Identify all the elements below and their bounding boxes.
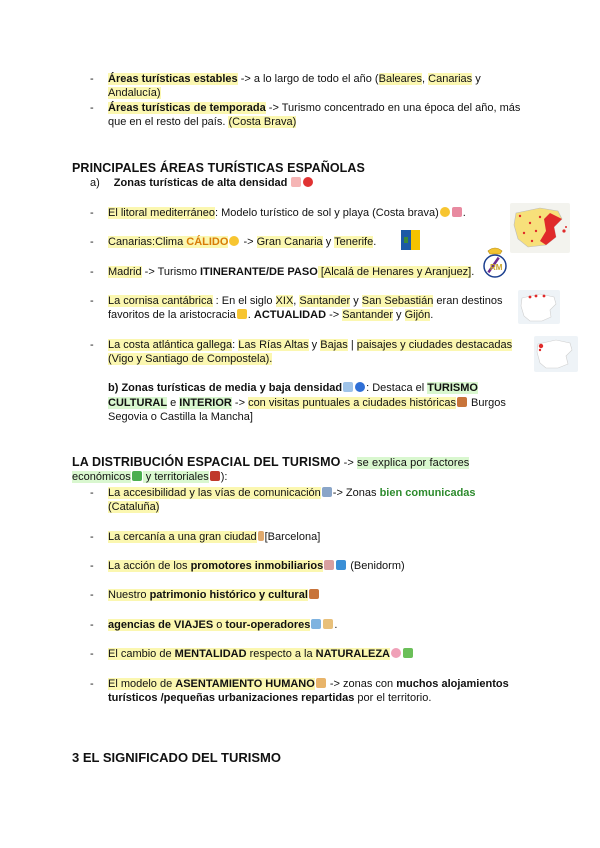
- chart-up-icon: [291, 177, 301, 187]
- spain-map-icon: [534, 336, 578, 372]
- crown-icon: [237, 309, 247, 319]
- spain-map-icon: [518, 290, 560, 324]
- list-item-continued: Andalucía): [108, 87, 161, 99]
- section-heading: LA DISTRIBUCIÓN ESPACIAL DEL TURISMO -> se explica por factores: [72, 455, 470, 469]
- brick-icon: [210, 471, 220, 481]
- bullet: -: [90, 560, 94, 572]
- bullet: -: [90, 102, 94, 114]
- leaf-icon: [403, 648, 413, 658]
- list-item-promotores: La acción de los promotores inmobiliarios (Benidorm): [108, 560, 405, 572]
- galicia-map-image: [534, 336, 578, 372]
- blue-circle-icon: [355, 382, 365, 392]
- subheading-b: b) Zonas turísticas de media y baja densidad : Destaca el TURISMO: [108, 382, 478, 394]
- section-heading: PRINCIPALES ÁREAS TURÍSTICAS ESPAÑOLAS: [72, 161, 365, 175]
- house-icon: [316, 678, 326, 688]
- road-icon: [322, 487, 332, 497]
- bullet: -: [90, 619, 94, 631]
- list-item-accesibilidad: La accesibilidad y las vías de comunicación -> Zonas bien comunicadas: [108, 487, 476, 499]
- list-item-galicia: La costa atlántica gallega: Las Rías Altas y Bajas | paisajes y ciudades destacadas: [108, 339, 513, 351]
- bullet: -: [90, 487, 94, 499]
- crest-icon: [480, 245, 510, 279]
- bullet: -: [90, 236, 94, 248]
- section-heading-continued: económicos y territoriales ):: [72, 471, 228, 483]
- list-item: Áreas turísticas estables -> a lo largo de todo el año (Baleares, Canarias y: [108, 73, 481, 85]
- bullet: -: [90, 648, 94, 660]
- bullet: -: [90, 589, 94, 601]
- list-item-accesibilidad-continued: (Cataluña): [108, 501, 160, 513]
- flag-icon: [392, 230, 420, 250]
- subheading-a: a) Zonas turísticas de alta densidad: [90, 176, 314, 190]
- list-item-asentamiento-continued: turísticos /pequeñas urbanizaciones repartidas por el territorio.: [108, 692, 432, 704]
- red-circle-icon: [303, 177, 313, 187]
- amphora-icon: [309, 589, 319, 599]
- bullet: -: [90, 266, 94, 278]
- amphora-icon: [457, 397, 467, 407]
- list-item-madrid: Madrid -> Turismo ITINERANTE/DE PASO [Alcalá de Henares y Aranjuez].: [108, 266, 475, 278]
- list-item-agencias: agencias de VIAJES o tour-operadores .: [108, 619, 338, 631]
- real-madrid-crest-image: [480, 245, 510, 279]
- list-item-cornisa: La cornisa cantábrica : En el siglo XIX, Santander y San Sebastián eran destinos: [108, 295, 503, 307]
- subheading-b-line3: Segovia o Castilla la Mancha]: [108, 411, 253, 423]
- chart-down-icon: [343, 382, 353, 392]
- list-item-cornisa-continued: favoritos de la aristocracia . ACTUALIDAD -> Santander y Gijón.: [108, 309, 434, 321]
- brain-icon: [391, 648, 401, 658]
- bag-icon: [452, 207, 462, 217]
- list-item-litoral: El litoral mediterráneo: Modelo turístico de sol y playa (Costa brava) .: [108, 207, 466, 219]
- bullet: -: [90, 207, 94, 219]
- list-item-patrimonio: Nuestro patrimonio histórico y cultural: [108, 588, 320, 602]
- money-icon: [132, 471, 142, 481]
- bullet: -: [90, 73, 94, 85]
- spain-map-icon: [510, 203, 570, 253]
- bullet: -: [90, 678, 94, 690]
- sun-icon: [229, 236, 239, 246]
- list-item-mentalidad: El cambio de MENTALIDAD respecto a la NATURALEZA: [108, 647, 414, 661]
- list-item-cercania: La cercanía a una gran ciudad [Barcelona]: [108, 531, 321, 543]
- building-icon: [324, 560, 334, 570]
- walker-icon: [258, 531, 264, 541]
- list-item-continued: que en el resto del país. (Costa Brava): [108, 116, 297, 128]
- bullet: -: [90, 531, 94, 543]
- cantabrian-map-image: [518, 290, 560, 324]
- list-item-asentamiento: El modelo de ASENTAMIENTO HUMANO -> zonas con muchos alojamientos: [108, 678, 509, 690]
- list-item-galicia-continued: (Vigo y Santiago de Compostela).: [108, 353, 273, 365]
- list-item-canarias: Canarias:Clima CÁLIDO -> Gran Canaria y Tenerife.: [108, 236, 377, 248]
- bullet: -: [90, 339, 94, 351]
- subheading-b-continued: CULTURAL e INTERIOR -> con visitas puntuales a ciudades históricas Burgos: [108, 397, 506, 409]
- plane-icon: [311, 619, 321, 629]
- worker-icon: [323, 619, 333, 629]
- svg-text:RM: RM: [490, 263, 503, 272]
- sun-icon: [440, 207, 450, 217]
- list-item: Áreas turísticas de temporada -> Turismo concentrado en una época del año, más: [108, 102, 521, 114]
- canarias-flag-image: [392, 230, 420, 250]
- bullet: -: [90, 295, 94, 307]
- section-heading: 3 EL SIGNIFICADO DEL TURISMO: [72, 750, 281, 765]
- spain-mediterranean-map-image: [510, 203, 570, 253]
- swimmer-icon: [336, 560, 346, 570]
